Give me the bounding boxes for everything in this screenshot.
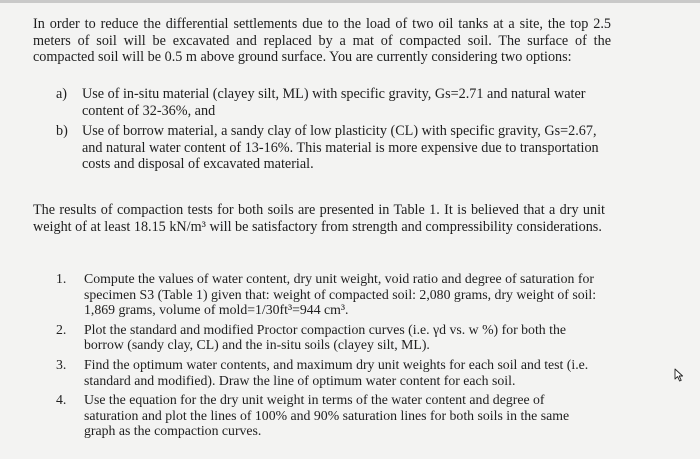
mouse-cursor-icon <box>673 368 687 382</box>
task-text: Find the optimum water contents, and maximum dry unit weights for each soil and test (i.e. standard and modified). Draw the line of optimum water content for each soil. <box>84 356 589 388</box>
task-number: 2. <box>56 321 67 337</box>
task-number: 1. <box>56 271 67 286</box>
task-item <box>56 392 601 439</box>
option-marker: a) <box>56 86 68 102</box>
option-text: Use of borrow material, a sandy clay of low plasticity (CL) with specific gravity, Gs=2.67, and natural water content of 13-16%. This material is more expensive due to transportation costs and disposal of excavated material. <box>82 123 599 173</box>
task-number: 4. <box>56 392 67 408</box>
tasks-list <box>56 271 601 443</box>
task-item <box>56 322 601 353</box>
option-marker: b) <box>56 123 68 140</box>
task-number: 3. <box>56 356 67 372</box>
option-text: Use of in-situ material (clayey silt, ML) with specific gravity, Gs=2.71 and natural water content of 32-36%, and <box>82 86 586 119</box>
task-item <box>56 357 601 388</box>
task-text: Use the equation for the dry unit weight in terms of the water content and degree of saturation and plot the lines of 100% and 90% saturation lines for both soils in the same graph as the compaction curves. <box>84 392 570 439</box>
intro-paragraph: In order to reduce the differential settlements due to the load of two oil tanks at a site, the top 2.5 meters of soil will be excavated and replaced by a mat of compacted soil. The surface of the compacted soil will be 0.5 m above ground surface. You are currently considering two options: <box>33 16 611 66</box>
task-item <box>56 271 601 318</box>
results-paragraph: The results of compaction tests for both soils are presented in Table 1. It is believed that a dry unit weight of at least 18.15 kN/m³ will be satisfactory from strength and compressibility considerations. <box>33 202 605 235</box>
option-item <box>56 86 616 119</box>
top-border <box>0 0 700 3</box>
options-list <box>56 86 616 177</box>
option-item <box>56 123 616 173</box>
task-text: Compute the values of water content, dry unit weight, void ratio and degree of saturation for specimen S3 (Table 1) given that: weight of compacted soil: 2,080 grams, dry weight of soil: 1,869 grams, volume of mold=1/30ft³=944 cm³. <box>84 271 597 318</box>
task-text: Plot the standard and modified Proctor compaction curves (i.e. γd vs. w %) for both the borrow (sandy clay, CL) and the in-situ soils (clayey silt, ML). <box>84 321 566 353</box>
